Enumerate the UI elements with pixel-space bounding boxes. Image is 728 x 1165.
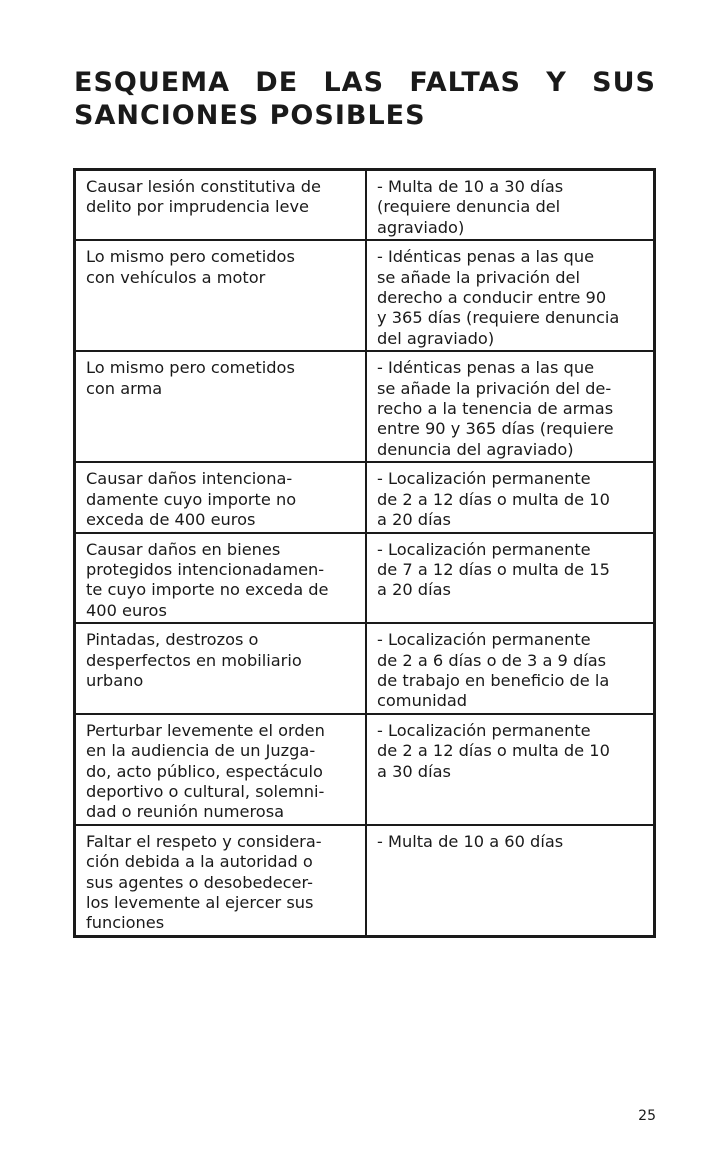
falta-cell: Causar daños intenciona- damente cuyo importe no exceda de 400 euros [75, 462, 367, 532]
falta-cell: Perturbar levemente el orden en la audiencia de un Juzga- do, acto público, espectáculo deportivo o cultural, solemni- dad o reunión numerosa [75, 714, 367, 825]
page-title: ESQUEMA DE LAS FALTAS Y SUS SANCIONES POSIBLES [74, 67, 656, 131]
table-row [75, 462, 655, 532]
falta-cell: Causar lesión constitutiva de delito por imprudencia leve [75, 170, 367, 241]
sancion-cell: - Localización permanente de 7 a 12 días o multa de 15 a 20 días [366, 533, 655, 624]
table-row [75, 623, 655, 714]
sancion-cell: - Multa de 10 a 30 días (requiere denuncia del agraviado) [366, 170, 655, 241]
falta-cell: Lo mismo pero cometidos con arma [75, 351, 367, 462]
sancion-cell: - Idénticas penas a las que se añade la privación del de- recho a la tenencia de armas entre 90 y 365 días (requiere denuncia del agraviado) [366, 351, 655, 462]
table-row [75, 351, 655, 462]
sancion-cell: - Multa de 10 a 60 días [366, 825, 655, 937]
faltas-table [73, 168, 656, 938]
falta-cell: Pintadas, destrozos o desperfectos en mobiliario urbano [75, 623, 367, 714]
table-row [75, 170, 655, 241]
table-row [75, 533, 655, 624]
falta-cell: Faltar el respeto y considera- ción debida a la autoridad o sus agentes o desobedecer- los levemente al ejercer sus funciones [75, 825, 367, 937]
table-row [75, 825, 655, 937]
sancion-cell: - Localización permanente de 2 a 12 días o multa de 10 a 30 días [366, 714, 655, 825]
falta-cell: Lo mismo pero cometidos con vehículos a motor [75, 240, 367, 351]
table-row [75, 240, 655, 351]
sancion-cell: - Localización permanente de 2 a 6 días o de 3 a 9 días de trabajo en beneficio de la comunidad [366, 623, 655, 714]
page-number: 25 [638, 1108, 656, 1124]
table-row [75, 714, 655, 825]
falta-cell: Causar daños en bienes protegidos intencionadamen- te cuyo importe no exceda de 400 euros [75, 533, 367, 624]
sancion-cell: - Localización permanente de 2 a 12 días o multa de 10 a 20 días [366, 462, 655, 532]
sancion-cell: - Idénticas penas a las que se añade la privación del derecho a conducir entre 90 y 365 días (requiere denuncia del agraviado) [366, 240, 655, 351]
